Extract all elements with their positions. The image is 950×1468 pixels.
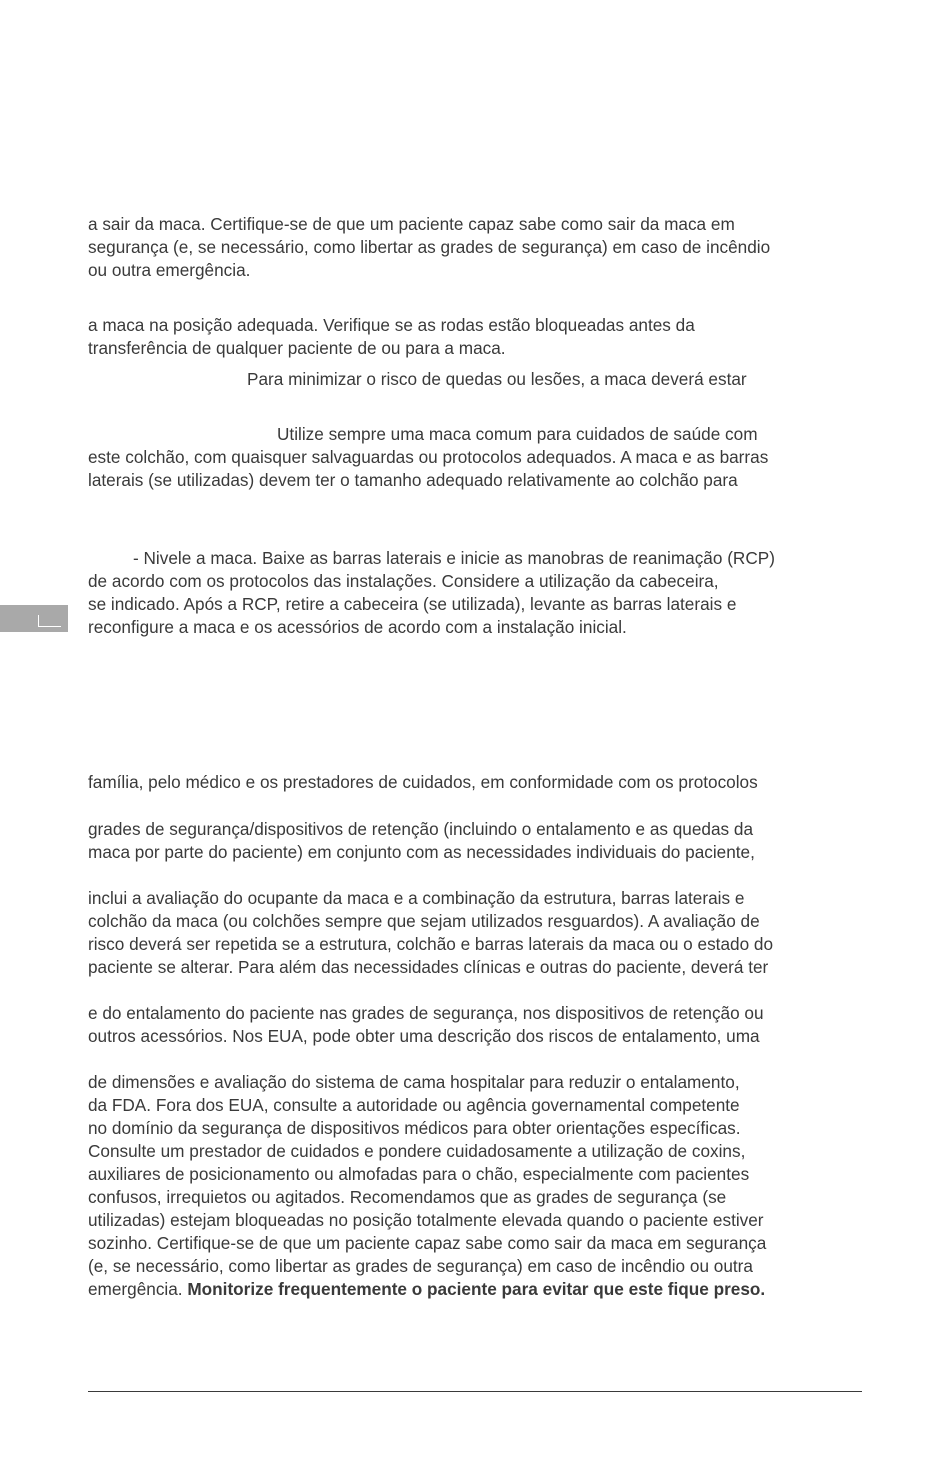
text-line: de dimensões e avaliação do sistema de cama hospitalar para reduzir o entalamento, xyxy=(88,1072,740,1092)
section-tab xyxy=(0,605,68,632)
footer-rule xyxy=(88,1391,862,1392)
text-line: paciente se alterar. Para além das necessidades clínicas e outras do paciente, deverá ter xyxy=(88,957,769,977)
text-line: reconfigure a maca e os acessórios de acordo com a instalação inicial. xyxy=(88,617,627,637)
text-line: ou outra emergência. xyxy=(88,260,251,280)
text-line: confusos, irrequietos ou agitados. Recomendamos que as grades de segurança (se xyxy=(88,1187,727,1207)
tab-mark xyxy=(38,615,61,627)
text-line: - Nivele a maca. Baixe as barras laterais e inicie as manobras de reanimação (RCP) xyxy=(133,548,775,568)
text-line: e do entalamento do paciente nas grades de segurança, nos dispositivos de retenção ou xyxy=(88,1003,764,1023)
text-line: família, pelo médico e os prestadores de cuidados, em conformidade com os protocolos xyxy=(88,772,758,792)
text-line-last xyxy=(88,1279,765,1299)
text-line: este colchão, com quaisquer salvaguardas ou protocolos adequados. A maca e as barras xyxy=(88,447,769,467)
text-line: de acordo com os protocolos das instalações. Considere a utilização da cabeceira, xyxy=(88,571,719,591)
text-line: segurança (e, se necessário, como libertar as grades de segurança) em caso de incêndio xyxy=(88,237,771,257)
text-line: da FDA. Fora dos EUA, consulte a autoridade ou agência governamental competente xyxy=(88,1095,740,1115)
text-line: transferência de qualquer paciente de ou para a maca. xyxy=(88,338,506,358)
text-line: a maca na posição adequada. Verifique se as rodas estão bloqueadas antes da xyxy=(88,315,695,335)
text-line: utilizadas) estejam bloqueadas no posição totalmente elevada quando o paciente estiver xyxy=(88,1210,764,1230)
text-line: inclui a avaliação do ocupante da maca e a combinação da estrutura, barras laterais e xyxy=(88,888,745,908)
text-line: no domínio da segurança de dispositivos médicos para obter orientações específicas. xyxy=(88,1118,741,1138)
text-line: se indicado. Após a RCP, retire a cabeceira (se utilizada), levante as barras laterais e xyxy=(88,594,737,614)
text-line: sozinho. Certifique-se de que um paciente capaz sabe como sair da maca em segurança xyxy=(88,1233,767,1253)
text-line: Utilize sempre uma maca comum para cuidados de saúde com xyxy=(277,424,758,444)
text-line: colchão da maca (ou colchões sempre que sejam utilizados resguardos). A avaliação de xyxy=(88,911,760,931)
text-line: Para minimizar o risco de quedas ou lesões, a maca deverá estar xyxy=(247,369,747,389)
text-line: maca por parte do paciente) em conjunto com as necessidades individuais do paciente, xyxy=(88,842,755,862)
text-line: (e, se necessário, como libertar as grades de segurança) em caso de incêndio ou outra xyxy=(88,1256,753,1276)
text-line: laterais (se utilizadas) devem ter o tamanho adequado relativamente ao colchão para xyxy=(88,470,738,490)
text-line: grades de segurança/dispositivos de retenção (incluindo o entalamento e as quedas da xyxy=(88,819,754,839)
text-plain: emergência. xyxy=(88,1279,188,1299)
text-line: a sair da maca. Certifique-se de que um paciente capaz sabe como sair da maca em xyxy=(88,214,735,234)
text-line: risco deverá ser repetida se a estrutura, colchão e barras laterais da maca ou o estado do xyxy=(88,934,774,954)
warning-bold-text: Monitorize frequentemente o paciente para evitar que este fique preso. xyxy=(187,1279,766,1299)
text-line: outros acessórios. Nos EUA, pode obter uma descrição dos riscos de entalamento, uma xyxy=(88,1026,760,1046)
text-line: Consulte um prestador de cuidados e pondere cuidadosamente a utilização de coxins, xyxy=(88,1141,746,1161)
text-line: auxiliares de posicionamento ou almofadas para o chão, especialmente com pacientes xyxy=(88,1164,750,1184)
